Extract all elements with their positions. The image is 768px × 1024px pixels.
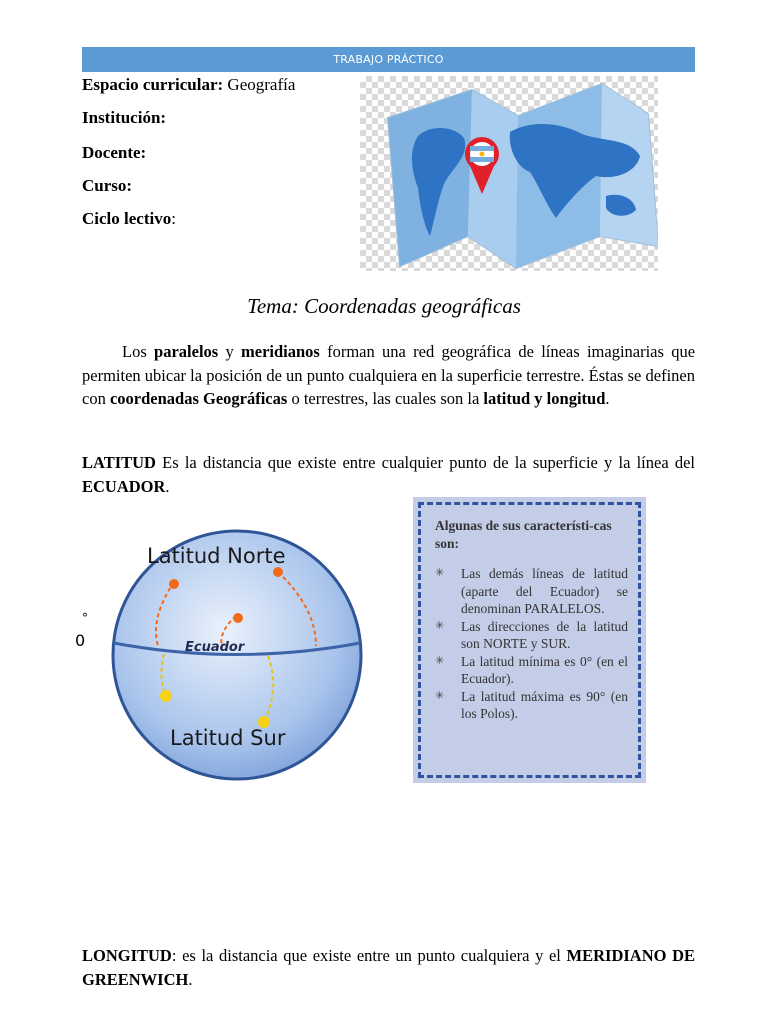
term-latitud: LATITUD	[82, 453, 156, 472]
north-marker	[233, 613, 243, 623]
header-banner: TRABAJO PRÁCTICO	[82, 47, 695, 72]
list-item	[435, 653, 628, 688]
term-ecuador: ECUADOR	[82, 476, 166, 496]
intro-text-1: Los	[122, 342, 155, 361]
latitud-norte-label: Latitud Norte	[147, 544, 286, 568]
degree-mark: °	[82, 611, 88, 625]
list-item-text: La latitud mínima es 0° (en el Ecuador).	[461, 653, 628, 686]
asterisk-bullet-icon: ✳	[435, 619, 445, 632]
folded-map-image	[360, 76, 658, 271]
caracteristicas-dashed-frame	[418, 502, 641, 778]
institucion-label: Institución:	[82, 108, 167, 127]
term-longitud: LONGITUD	[82, 946, 172, 965]
world-map-illustration	[360, 76, 658, 271]
longitud-text-1: : es la distancia que existe entre un punto cualquiera y el	[171, 946, 567, 965]
term-coordenadas: coordenadas Geográficas	[109, 389, 288, 408]
caracteristicas-heading: Algunas de sus característi-cas son:	[435, 518, 612, 551]
espacio-value: Geografía	[227, 75, 296, 94]
espacio-label: Espacio curricular:	[82, 75, 224, 94]
asterisk-bullet-icon: ✳	[435, 689, 445, 702]
longitud-paragraph	[82, 944, 695, 991]
asterisk-bullet-icon: ✳	[435, 654, 445, 667]
latitud-text-2: .	[165, 476, 170, 496]
list-item	[435, 618, 628, 653]
curso-line	[82, 175, 132, 197]
intro-text-4: o terrestres, las cuales son la	[287, 389, 484, 408]
term-meridiano-greenwich: MERIDIANO DE GREENWICH	[82, 946, 695, 989]
list-item-text: Las demás líneas de latitud (aparte del Ecuador) se denominan PARALELOS.	[461, 566, 628, 616]
page-title: Tema: Coordenadas geográficas	[247, 294, 521, 318]
longitud-text-2: .	[188, 969, 193, 989]
south-marker	[160, 690, 172, 702]
latitud-sur-label: Latitud Sur	[170, 726, 286, 750]
intro-text-5: .	[605, 389, 610, 408]
term-paralelos: paralelos	[154, 342, 219, 361]
institucion-line	[82, 107, 166, 129]
ciclo-label: Ciclo lectivo	[82, 209, 172, 228]
list-item-text: Las direcciones de la latitud son NORTE y SUR.	[461, 618, 628, 651]
asterisk-bullet-icon: ✳	[435, 567, 445, 579]
north-marker	[169, 579, 179, 589]
north-marker	[273, 567, 283, 577]
espacio-curricular-line	[82, 74, 295, 96]
docente-line	[82, 142, 146, 164]
term-meridianos: meridianos	[241, 342, 320, 361]
zero-degree-label: 0	[75, 631, 86, 650]
list-item-text: La latitud máxima es 90° (en los Polos).	[461, 688, 628, 721]
intro-paragraph	[82, 340, 695, 411]
term-latitud-longitud: latitud y longitud	[483, 389, 606, 408]
ciclo-colon: :	[171, 209, 176, 228]
list-item	[435, 565, 628, 618]
list-item	[435, 688, 628, 723]
intro-text-3: forman una red geográfica de líneas imaginarias que permiten ubicar la posición de un punto cualquiera en la superficie terrestre. Éstas se definen con	[82, 342, 696, 408]
ciclo-lectivo-line	[82, 208, 176, 230]
latitud-text-1: Es la distancia que existe entre cualquier punto de la superficie y la línea del	[155, 453, 695, 472]
ecuador-label: Ecuador	[185, 640, 245, 655]
latitud-paragraph	[82, 451, 695, 498]
intro-text-2: y	[218, 342, 241, 361]
docente-label: Docente:	[82, 143, 147, 162]
caracteristicas-box	[413, 497, 646, 783]
curso-label: Curso:	[82, 176, 133, 195]
